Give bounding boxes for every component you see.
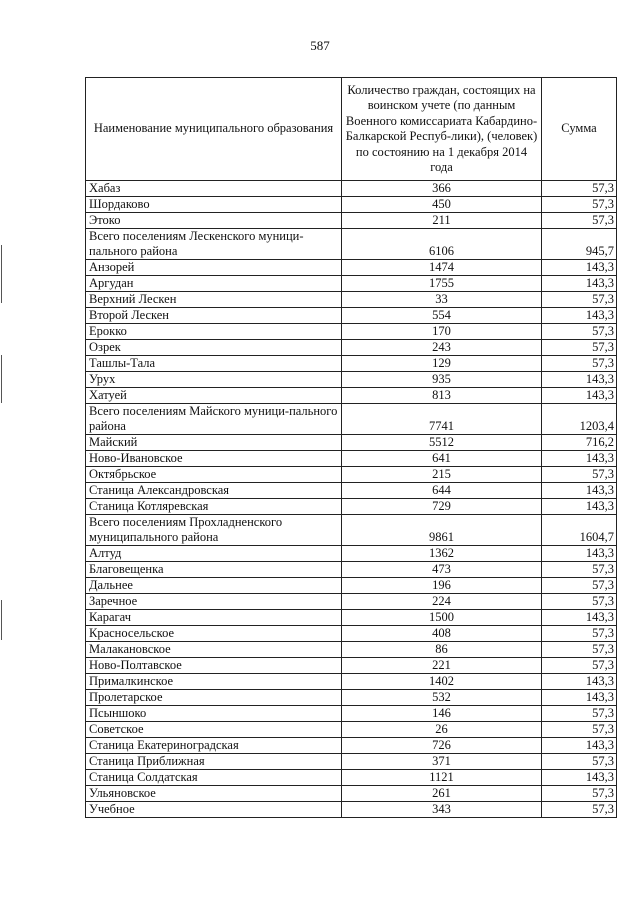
cell-sum: 57,3 [542, 594, 617, 610]
table-header-row [86, 78, 617, 181]
table-row [86, 802, 617, 818]
cell-count: 371 [342, 754, 542, 770]
cell-name: Анзорей [86, 260, 342, 276]
table-row [86, 674, 617, 690]
cell-name: Хатуей [86, 388, 342, 404]
cell-count: 1474 [342, 260, 542, 276]
table-row [86, 451, 617, 467]
cell-name: Майский [86, 435, 342, 451]
cell-sum: 57,3 [542, 562, 617, 578]
cell-count: 6106 [342, 229, 542, 260]
cell-count: 211 [342, 213, 542, 229]
cell-count: 170 [342, 324, 542, 340]
cell-count: 532 [342, 690, 542, 706]
table-row [86, 197, 617, 213]
cell-sum: 143,3 [542, 499, 617, 515]
table-row [86, 706, 617, 722]
cell-sum: 57,3 [542, 754, 617, 770]
cell-count: 1755 [342, 276, 542, 292]
table-row [86, 642, 617, 658]
municipality-table [85, 77, 617, 818]
cell-count: 729 [342, 499, 542, 515]
scan-edge-mark [1, 355, 2, 403]
cell-sum: 143,3 [542, 690, 617, 706]
cell-sum: 57,3 [542, 722, 617, 738]
cell-sum: 57,3 [542, 642, 617, 658]
cell-sum: 57,3 [542, 786, 617, 802]
cell-count: 554 [342, 308, 542, 324]
cell-name: Прималкинское [86, 674, 342, 690]
cell-count: 5512 [342, 435, 542, 451]
table-row [86, 658, 617, 674]
cell-sum: 57,3 [542, 292, 617, 308]
cell-name: Станица Александровская [86, 483, 342, 499]
cell-count: 366 [342, 181, 542, 197]
cell-name: Озрек [86, 340, 342, 356]
cell-name: Станица Приближная [86, 754, 342, 770]
cell-name: Ново-Полтавское [86, 658, 342, 674]
cell-sum: 143,3 [542, 610, 617, 626]
cell-count: 146 [342, 706, 542, 722]
header-sum: Сумма [542, 78, 617, 181]
cell-count: 726 [342, 738, 542, 754]
table-row [86, 467, 617, 483]
cell-sum: 57,3 [542, 340, 617, 356]
cell-sum: 57,3 [542, 181, 617, 197]
cell-count: 9861 [342, 515, 542, 546]
table-row [86, 181, 617, 197]
cell-count: 450 [342, 197, 542, 213]
cell-sum: 1604,7 [542, 515, 617, 546]
cell-sum: 143,3 [542, 372, 617, 388]
cell-name: Станица Солдатская [86, 770, 342, 786]
table-row [86, 722, 617, 738]
table-total-row [86, 404, 617, 435]
cell-count: 261 [342, 786, 542, 802]
cell-name: Всего поселениям Лескенского муници-пального района [86, 229, 342, 260]
table-row [86, 276, 617, 292]
cell-name: Ново-Ивановское [86, 451, 342, 467]
cell-sum: 945,7 [542, 229, 617, 260]
cell-count: 221 [342, 658, 542, 674]
table-row [86, 372, 617, 388]
cell-count: 129 [342, 356, 542, 372]
cell-sum: 143,3 [542, 451, 617, 467]
cell-sum: 143,3 [542, 388, 617, 404]
cell-sum: 57,3 [542, 213, 617, 229]
cell-count: 1362 [342, 546, 542, 562]
table-row [86, 754, 617, 770]
cell-name: Карагач [86, 610, 342, 626]
cell-count: 473 [342, 562, 542, 578]
cell-sum: 57,3 [542, 356, 617, 372]
cell-name: Ташлы-Тала [86, 356, 342, 372]
cell-count: 641 [342, 451, 542, 467]
table-row [86, 260, 617, 276]
cell-name: Станица Екатериноградская [86, 738, 342, 754]
table-row [86, 340, 617, 356]
cell-name: Псыншоко [86, 706, 342, 722]
table-row [86, 786, 617, 802]
cell-sum: 57,3 [542, 197, 617, 213]
cell-name: Пролетарское [86, 690, 342, 706]
table-row [86, 562, 617, 578]
cell-sum: 57,3 [542, 706, 617, 722]
cell-sum: 143,3 [542, 738, 617, 754]
cell-count: 215 [342, 467, 542, 483]
cell-name: Ульяновское [86, 786, 342, 802]
cell-sum: 57,3 [542, 324, 617, 340]
header-count: Количество граждан, состоящих на воинском учете (по данным Военного комиссариата Кабардино-Балкарской Респуб-лики), (человек) по состоянию на 1 декабря 2014 года [342, 78, 542, 181]
table-row [86, 610, 617, 626]
cell-count: 7741 [342, 404, 542, 435]
cell-name: Аргудан [86, 276, 342, 292]
cell-count: 408 [342, 626, 542, 642]
table-body [86, 181, 617, 818]
cell-name: Станица Котляревская [86, 499, 342, 515]
cell-name: Верхний Лескен [86, 292, 342, 308]
cell-sum: 57,3 [542, 658, 617, 674]
cell-count: 343 [342, 802, 542, 818]
cell-name: Алтуд [86, 546, 342, 562]
scan-edge-mark [1, 245, 2, 303]
cell-sum: 143,3 [542, 770, 617, 786]
table-row [86, 626, 617, 642]
table-row [86, 499, 617, 515]
cell-count: 33 [342, 292, 542, 308]
cell-name: Второй Лескен [86, 308, 342, 324]
cell-name: Ерокко [86, 324, 342, 340]
table-row [86, 594, 617, 610]
cell-name: Заречное [86, 594, 342, 610]
cell-count: 935 [342, 372, 542, 388]
cell-sum: 1203,4 [542, 404, 617, 435]
cell-name: Этоко [86, 213, 342, 229]
cell-count: 196 [342, 578, 542, 594]
cell-sum: 57,3 [542, 467, 617, 483]
table-row [86, 435, 617, 451]
cell-count: 26 [342, 722, 542, 738]
cell-count: 243 [342, 340, 542, 356]
cell-name: Учебное [86, 802, 342, 818]
table-row [86, 738, 617, 754]
cell-sum: 57,3 [542, 802, 617, 818]
table-row [86, 546, 617, 562]
cell-sum: 143,3 [542, 483, 617, 499]
table-row [86, 690, 617, 706]
table-row [86, 578, 617, 594]
cell-sum: 57,3 [542, 578, 617, 594]
cell-name: Хабаз [86, 181, 342, 197]
table-row [86, 308, 617, 324]
cell-count: 644 [342, 483, 542, 499]
table-total-row [86, 229, 617, 260]
cell-sum: 143,3 [542, 276, 617, 292]
table-row [86, 213, 617, 229]
cell-name: Дальнее [86, 578, 342, 594]
cell-name: Красносельское [86, 626, 342, 642]
cell-name: Шордаково [86, 197, 342, 213]
table-row [86, 356, 617, 372]
cell-name: Октябрьское [86, 467, 342, 483]
cell-count: 1121 [342, 770, 542, 786]
cell-name: Малакановское [86, 642, 342, 658]
table-row [86, 324, 617, 340]
cell-sum: 143,3 [542, 260, 617, 276]
cell-count: 224 [342, 594, 542, 610]
cell-count: 1402 [342, 674, 542, 690]
cell-count: 813 [342, 388, 542, 404]
table-row [86, 770, 617, 786]
table-row [86, 292, 617, 308]
cell-sum: 57,3 [542, 626, 617, 642]
cell-name: Всего поселениям Майского муници-пального района [86, 404, 342, 435]
header-name: Наименование муниципального образования [86, 78, 342, 181]
cell-sum: 716,2 [542, 435, 617, 451]
cell-sum: 143,3 [542, 546, 617, 562]
cell-name: Советское [86, 722, 342, 738]
table-row [86, 388, 617, 404]
cell-count: 86 [342, 642, 542, 658]
table-row [86, 483, 617, 499]
cell-name: Благовещенка [86, 562, 342, 578]
table-total-row [86, 515, 617, 546]
scan-edge-mark [1, 600, 2, 640]
cell-count: 1500 [342, 610, 542, 626]
cell-sum: 143,3 [542, 674, 617, 690]
cell-sum: 143,3 [542, 308, 617, 324]
cell-name: Урух [86, 372, 342, 388]
page-number: 587 [310, 38, 330, 53]
cell-name: Всего поселениям Прохладненского муниципального района [86, 515, 342, 546]
